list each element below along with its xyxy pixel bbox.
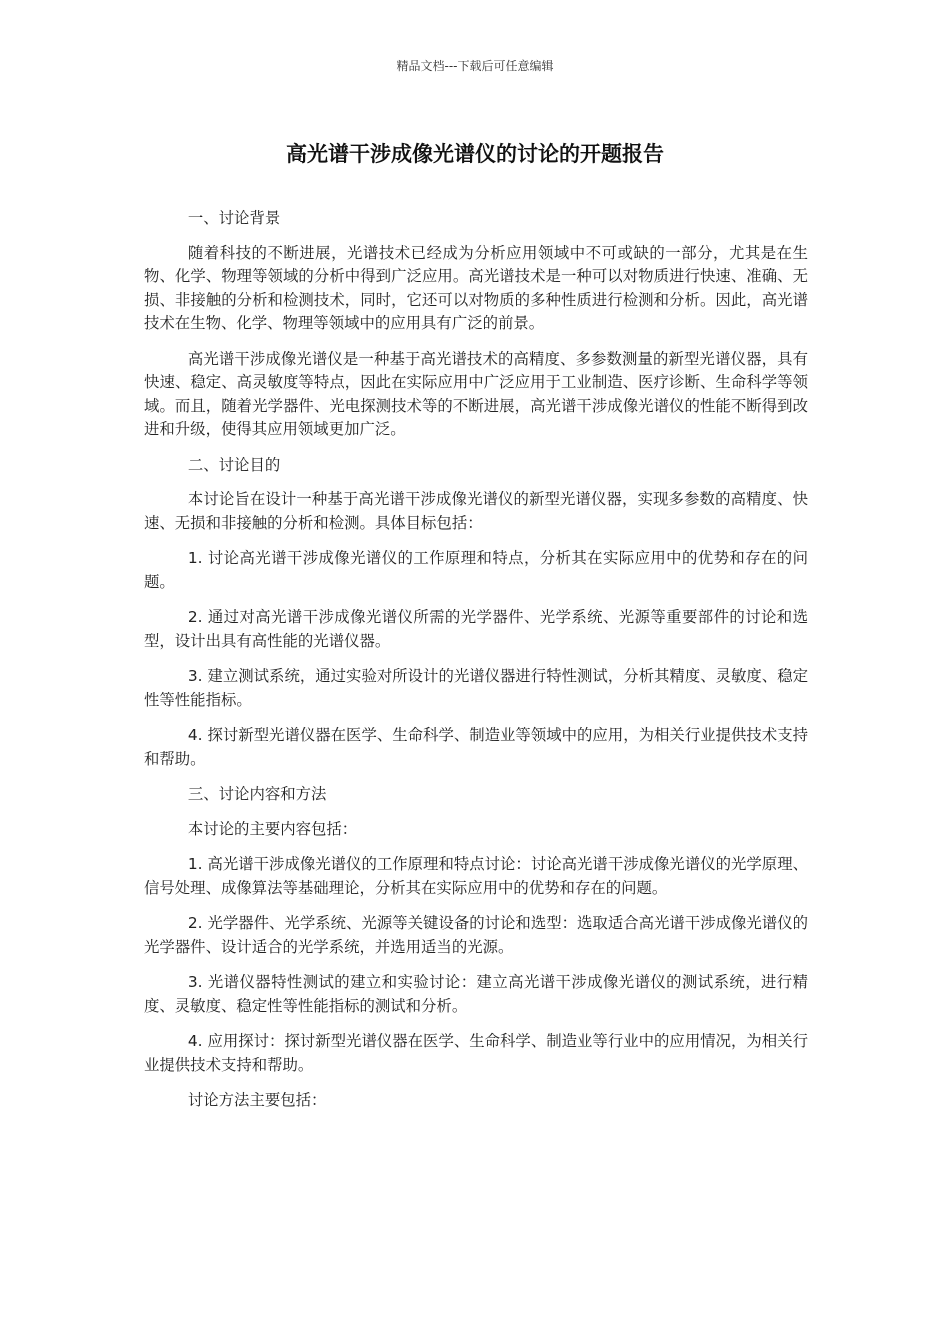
section-heading-content-methods: 三、讨论内容和方法 (187, 785, 327, 803)
paragraph: 本讨论旨在设计一种基于高光谱干涉成像光谱仪的新型光谱仪器，实现多参数的高精度、快速、无损和非接触的分析和检测。具体目标包括： (144, 490, 808, 532)
list-item: 4. 探讨新型光谱仪器在医学、生命科学、制造业等领域中的应用，为相关行业提供技术支持和帮助。 (144, 726, 808, 768)
list-item: 2. 光学器件、光学系统、光源等关键设备的讨论和选型：选取适合高光谱干涉成像光谱仪的光学器件、设计适合的光学系统，并选用适当的光源。 (144, 914, 808, 956)
list-item: 4. 应用探讨：探讨新型光谱仪器在医学、生命科学、制造业等行业中的应用情况，为相关行业提供技术支持和帮助。 (144, 1032, 808, 1074)
list-item: 3. 光谱仪器特性测试的建立和实验讨论：建立高光谱干涉成像光谱仪的测试系统，进行精度、灵敏度、稳定性等性能指标的测试和分析。 (144, 973, 808, 1015)
list-item: 3. 建立测试系统，通过实验对所设计的光谱仪器进行特性测试，分析其精度、灵敏度、稳定性等性能指标。 (144, 667, 808, 709)
paragraph: 讨论方法主要包括： (187, 1091, 327, 1109)
document-body (144, 207, 808, 1125)
section-heading-background: 一、讨论背景 (187, 209, 281, 227)
document-title: 高光谱干涉成像光谱仪的讨论的开题报告 (286, 142, 664, 166)
paragraph: 随着科技的不断进展，光谱技术已经成为分析应用领域中不可或缺的一部分，尤其是在生物、化学、物理等领域的分析中得到广泛应用。高光谱技术是一种可以对物质进行快速、准确、无损、非接触的分析和检测技术，同时，它还可以对物质的多种性质进行检测和分析。因此，高光谱技术在生物、化学、物理等领域中的应用具有广泛的前景。 (144, 243, 808, 332)
paragraph: 本讨论的主要内容包括： (187, 819, 358, 838)
list-item: 1. 讨论高光谱干涉成像光谱仪的工作原理和特点，分析其在实际应用中的优势和存在的问题。 (144, 549, 808, 591)
page-header: 精品文档---下载后可任意编辑 (396, 59, 554, 73)
paragraph: 高光谱干涉成像光谱仪是一种基于高光谱技术的高精度、多参数测量的新型光谱仪器，具有快速、稳定、高灵敏度等特点，因此在实际应用中广泛应用于工业制造、医疗诊断、生命科学等领域。而且，随着光学器件、光电探测技术等的不断进展，高光谱干涉成像光谱仪的性能不断得到改进和升级，使得其应用领域更加广泛。 (144, 349, 808, 438)
list-item: 1. 高光谱干涉成像光谱仪的工作原理和特点讨论：讨论高光谱干涉成像光谱仪的光学原理、信号处理、成像算法等基础理论，分析其在实际应用中的优势和存在的问题。 (144, 855, 808, 897)
section-heading-purpose: 二、讨论目的 (187, 455, 281, 474)
list-item: 2. 通过对高光谱干涉成像光谱仪所需的光学器件、光学系统、光源等重要部件的讨论和选型，设计出具有高性能的光谱仪器。 (144, 608, 808, 650)
